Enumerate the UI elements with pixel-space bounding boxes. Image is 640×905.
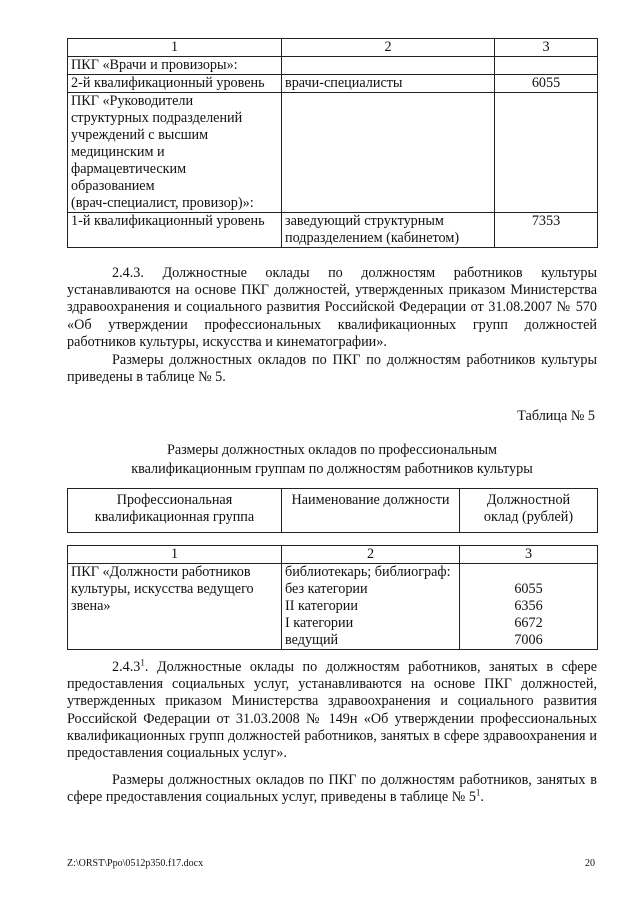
table-row — [68, 93, 598, 213]
table-row — [68, 564, 598, 650]
salary-cell — [495, 93, 598, 213]
salary-cell: 7353 — [495, 213, 598, 248]
paragraph-2-4-3-1-note — [67, 772, 597, 806]
column-header-position: Наименование должности — [282, 489, 460, 533]
position-cell — [282, 93, 495, 213]
col-number-3: 3 — [460, 546, 598, 564]
table-5-body — [67, 545, 598, 650]
group-cell: ПКГ «Руководители структурных подразделений учреждений с высшим медицинским и фармацевтическим образованием (врач-специалист, провизор)»: — [68, 93, 282, 213]
table-header-row — [68, 489, 598, 533]
paragraph-2-4-3-1 — [67, 659, 597, 762]
table-number-label: Таблица № 5 — [517, 408, 595, 424]
column-header-group: Профессиональная квалификационная группа — [68, 489, 282, 533]
col-number-2: 2 — [282, 39, 495, 57]
table-title-line: квалификационным группам по должностям работников культуры — [131, 461, 533, 477]
col-number-3: 3 — [495, 39, 598, 57]
salary-cell — [495, 57, 598, 75]
paragraph-text-end: . — [480, 789, 484, 806]
table-row — [68, 213, 598, 248]
paragraph-2-4-3-note — [67, 352, 597, 386]
table-title-line: Размеры должностных окладов по профессиональным — [166, 442, 498, 458]
table-title — [67, 441, 597, 479]
position-cell: врачи-специалисты — [282, 75, 495, 93]
paragraph-2-4-3 — [67, 265, 597, 351]
position-cell — [282, 57, 495, 75]
paragraph-number: 2.4.3. — [112, 265, 144, 281]
position-cell: заведующий структурным подразделением (кабинетом) — [282, 213, 495, 248]
footer-file-path: Z:\ORST\Ppo\0512p350.f17.docx — [67, 858, 204, 869]
col-number-1: 1 — [68, 546, 282, 564]
salary-cell: 6055 — [495, 75, 598, 93]
table-row — [68, 546, 598, 564]
superscript: 1 — [140, 657, 145, 668]
group-cell: ПКГ «Врачи и провизоры»: — [68, 57, 282, 75]
paragraph-text: Размеры должностных окладов по ПКГ по должностям работников, занятых в сфере предоставления социальных услуг, приведены в таблице № 5 — [67, 772, 597, 806]
table-row — [68, 75, 598, 93]
table-row — [68, 57, 598, 75]
superscript: 1 — [475, 787, 481, 798]
paragraph-text: . Должностные оклады по должностям работников, занятых в сфере предоставления социальных услуг, устанавливаются на основе ПКГ должностей, утвержденных приказом Министерства здравоохранения и социального развития Российской Федерации от 31.03.2008 № 149н «Об утверждении профессиональных квалификационных групп должностей работников, занятых в сфере здравоохранения и предоставления социальных услуг». — [67, 659, 597, 762]
group-cell: 1-й квалификационный уровень — [68, 213, 282, 248]
paragraph-text: Должностные оклады по должностям работников культуры устанавливаются на основе ПКГ должностей, утвержденных приказом Министерства здравоохранения и социального развития Российской Федерации от 31.08.2007 № 570 «Об утверждении профессиональных квалификационных групп должностей работников культуры, искусства и кинематографии». — [67, 265, 598, 350]
col-number-2: 2 — [282, 546, 460, 564]
group-cell: 2-й квалификационный уровень — [68, 75, 282, 93]
paragraph-number: 2.4.3 — [112, 659, 141, 675]
salary-cell: 6055 6356 6672 7006 — [460, 564, 598, 650]
col-number-1: 1 — [68, 39, 282, 57]
table-pkg-doctors — [67, 38, 598, 248]
group-cell: ПКГ «Должности работников культуры, искусства ведущего звена» — [68, 564, 282, 650]
page-number: 20 — [585, 858, 595, 869]
position-cell: библиотекарь; библиограф: без категории II категории I категории ведущий — [282, 564, 460, 650]
paragraph-text: Размеры должностных окладов по ПКГ по должностям работников культуры приведены в таблице № 5. — [67, 352, 597, 386]
table-5-header — [67, 488, 598, 533]
table-header-row — [68, 39, 598, 57]
column-header-salary: Должностной оклад (рублей) — [460, 489, 598, 533]
